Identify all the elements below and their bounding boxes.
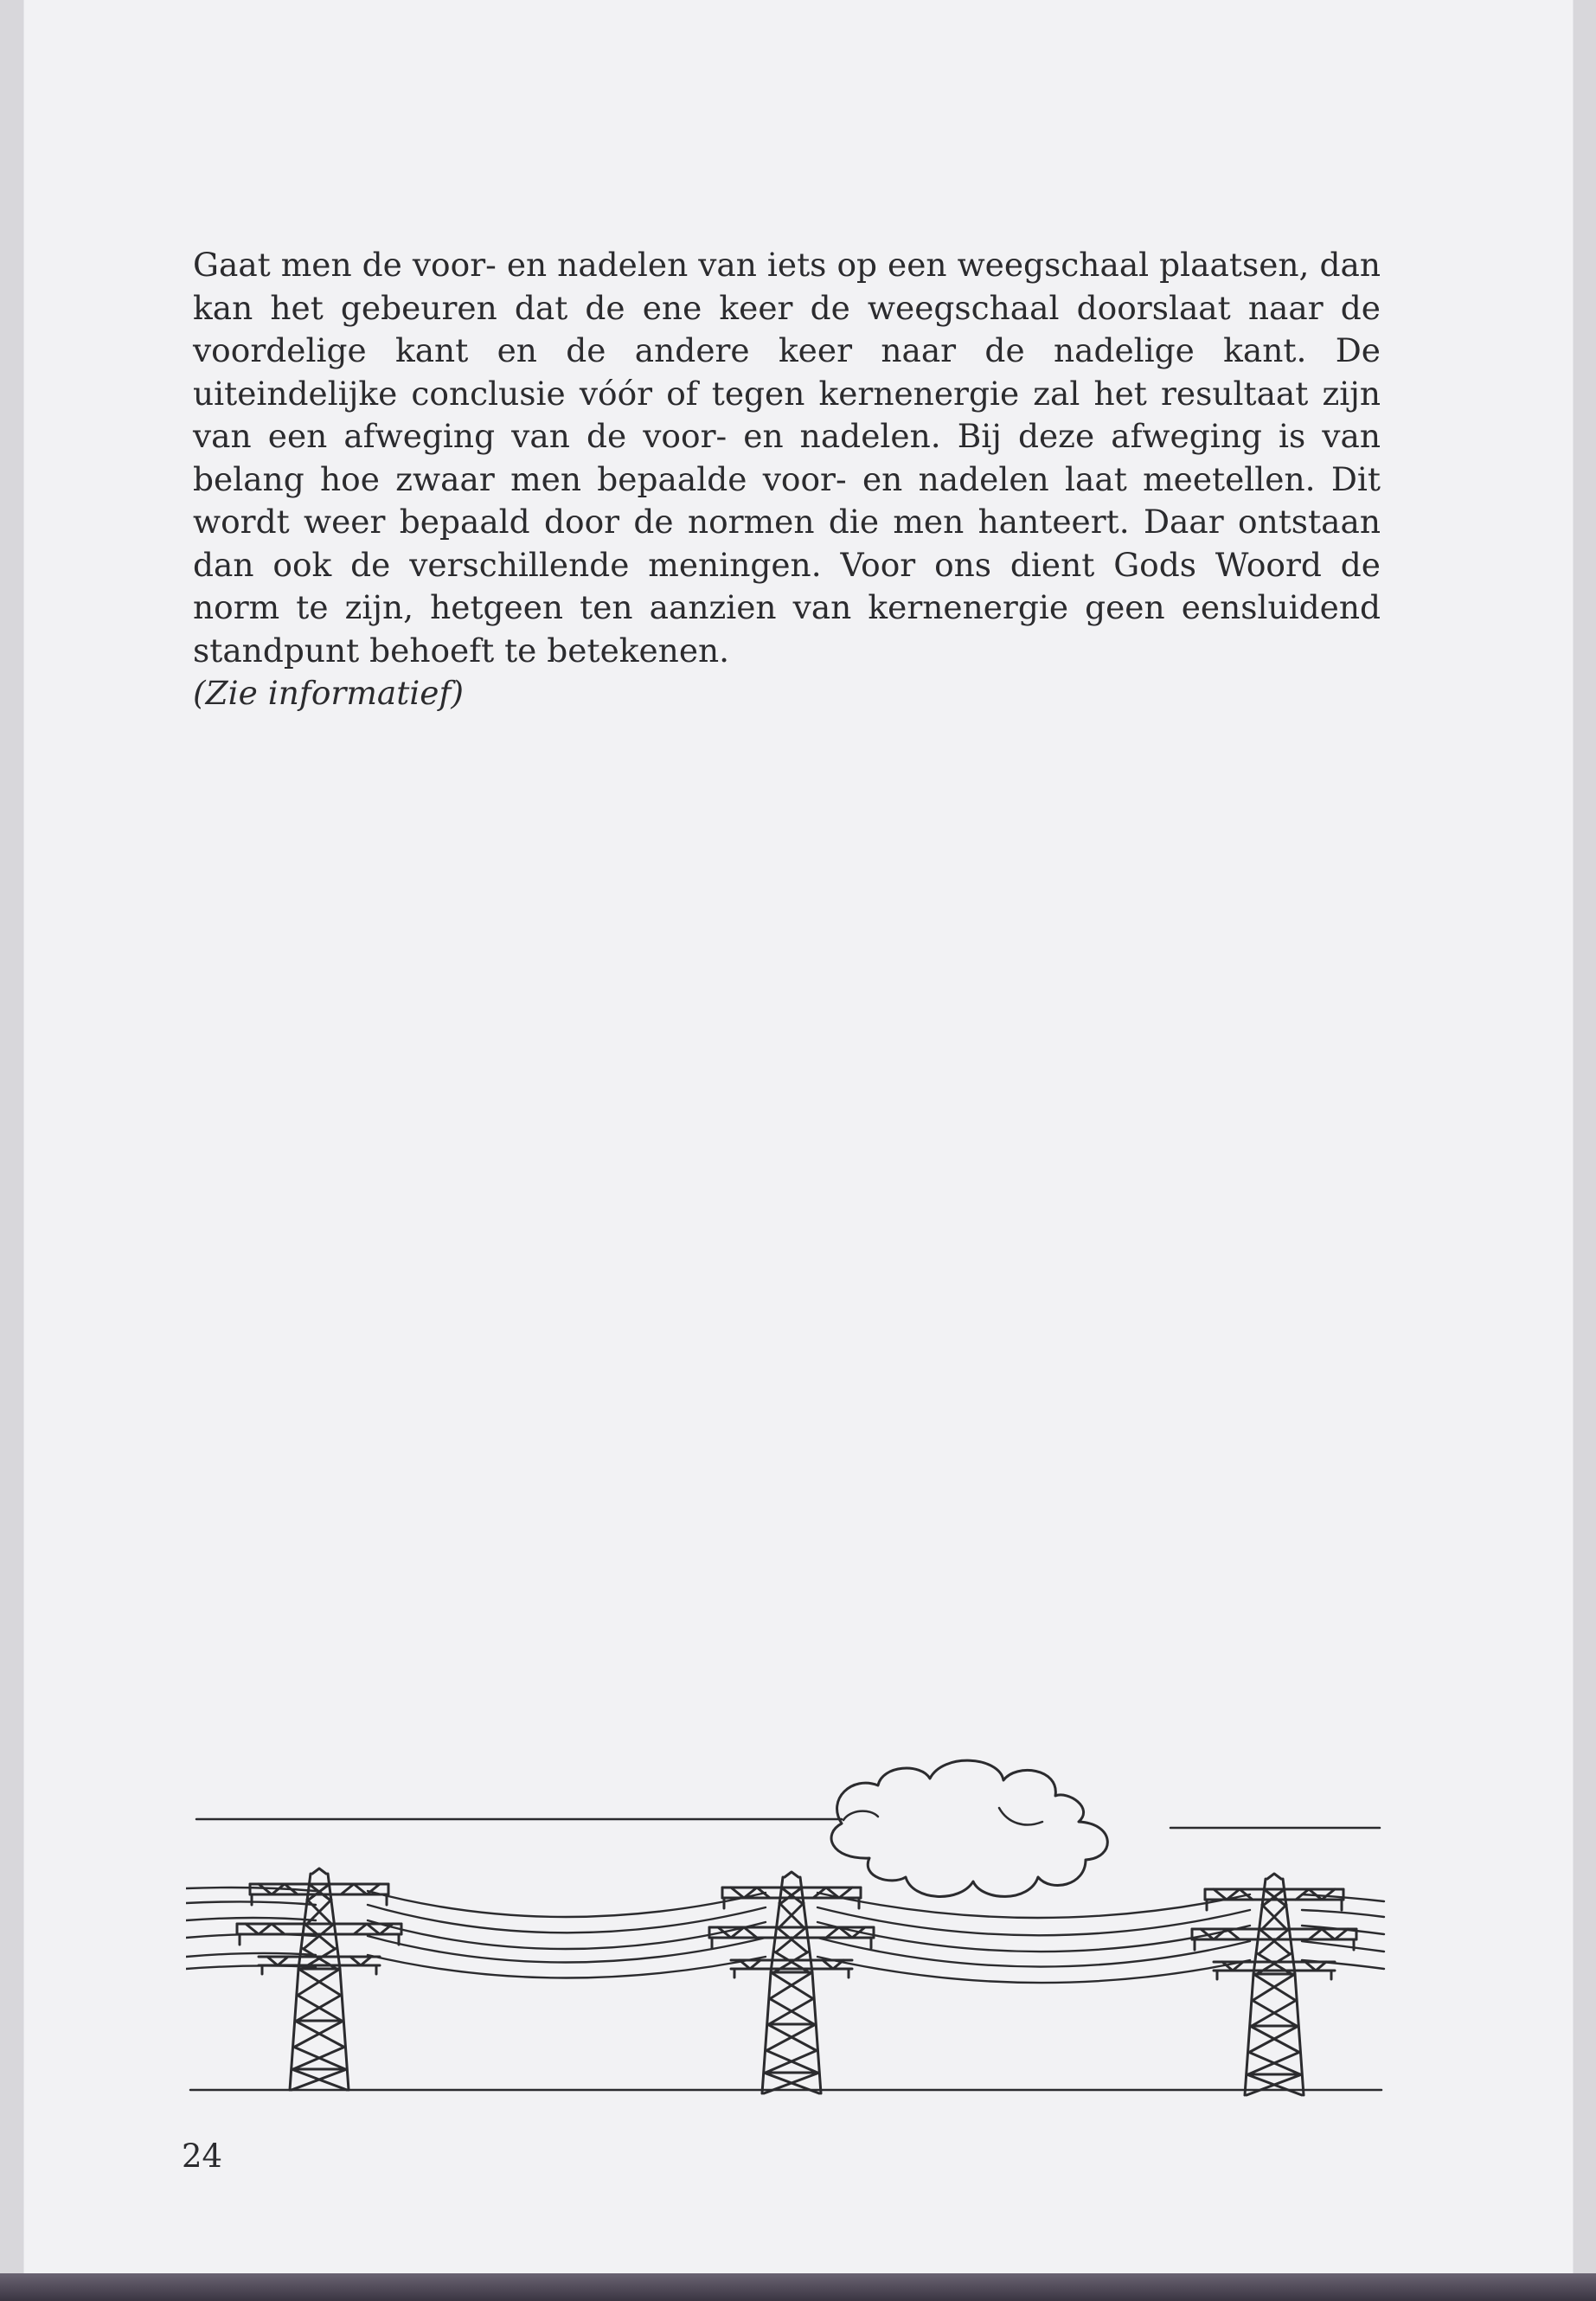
- pylon-icon-right: [1192, 1874, 1356, 2095]
- body-text: [193, 244, 1381, 715]
- reference-note: (Zie informatief): [193, 674, 465, 712]
- paragraph-text: Gaat men de voor- en nadelen van iets op een weegschaal plaatsen, dan kan het gebeuren dat de ene keer de weegschaal doorslaat naar de voordelige kant en de andere keer naar de nadelige kant. De uiteindelijke conclusie vóór of tegen kernenergie zal het resultaat zijn van een afweging van de voor- en nadelen. Bij deze afweging is van belang hoe zwaar men bepaalde voor- en nadelen laat meetellen. Dit wordt weer bepaald door de normen die men hanteert. Daar ontstaan dan ook de verschillende meningen. Voor ons dient Gods Woord de norm te zijn, hetgeen ten aanzien van kernenergie geen eensluidend standpunt behoeft te betekenen.: [193, 246, 1381, 670]
- cloud-icon: [831, 1760, 1107, 1896]
- scan-edge: [0, 2273, 1596, 2301]
- page-number: 24: [182, 2138, 223, 2175]
- power-lines-illustration: [186, 1756, 1388, 2098]
- pylon-icon-middle: [709, 1872, 874, 2093]
- paragraph: [193, 244, 1381, 715]
